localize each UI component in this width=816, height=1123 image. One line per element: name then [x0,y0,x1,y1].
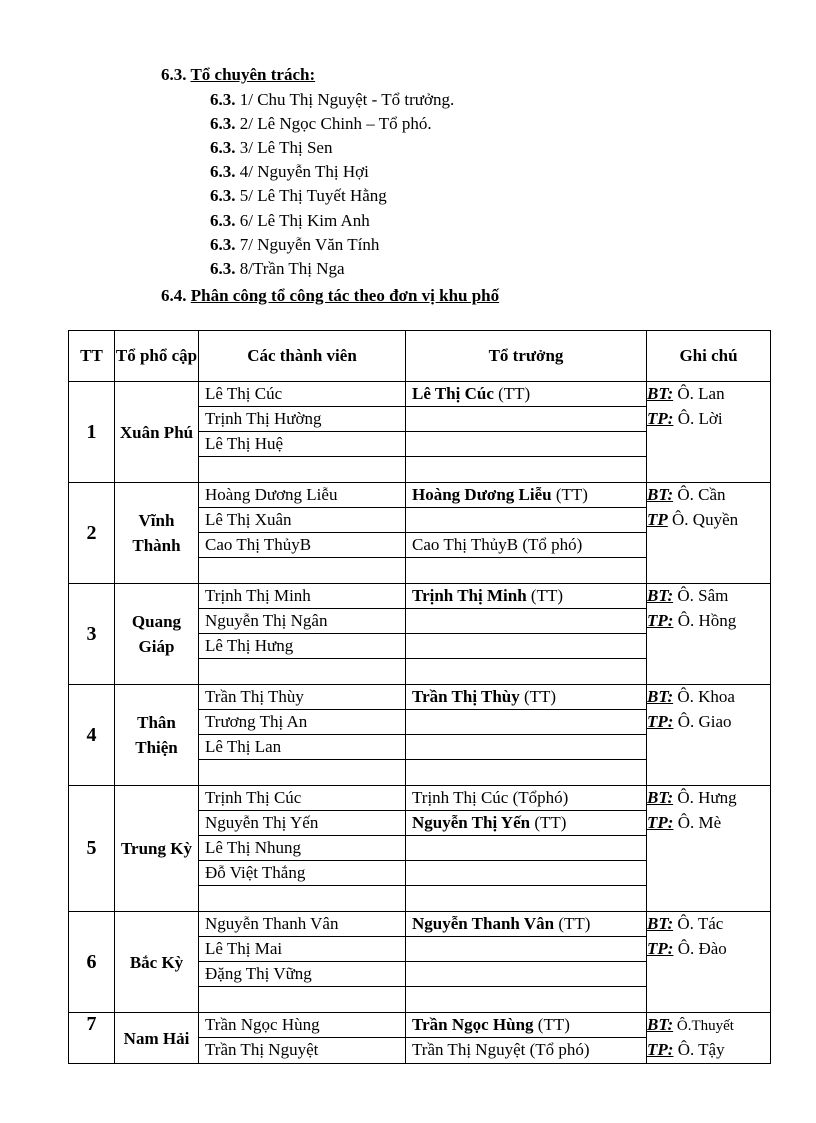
section-6-3-heading [161,64,315,86]
row-number: 6 [69,912,115,1013]
note-label: BT: [647,384,674,403]
unit-name: Thân Thiện [115,685,199,786]
members-cell [199,1013,406,1064]
leader-line [406,685,646,710]
note-value: Ô. Cần [673,485,726,504]
note-label: BT: [647,914,674,933]
row-number: 1 [69,382,115,483]
leader-role: (TT) [533,1015,570,1034]
leader-name: Nguyễn Thị Yến [412,813,531,832]
leader-name: Trịnh Thị Cúc (Tổphó) [412,788,569,807]
note-value: Ô. Lời [673,409,723,428]
leader-line [406,861,646,886]
note-value: Ô. Sâm [673,586,729,605]
item-text: 8/Trần Thị Nga [239,259,345,278]
note-label: BT: [647,1015,674,1034]
leader-role: (TT) [526,586,563,605]
note-line [647,912,770,937]
member-name: Đặng Thị Vững [199,962,405,987]
note-value: Ô. Mè [673,813,722,832]
unit-name: Xuân Phú [115,382,199,483]
leader-cell [406,912,647,1013]
header-notes: Ghi chú [647,331,771,382]
note-line [647,1013,770,1038]
note-label: BT: [647,485,674,504]
header-members: Các thành viên [199,331,406,382]
item-prefix: 6.3. [210,162,236,181]
member-name [199,659,405,684]
item-prefix: 6.3. [210,114,236,133]
row-number: 7 [69,1013,115,1064]
leader-name: Nguyễn Thanh Vân [412,914,555,933]
item-text: 6/ Lê Thị Kim Anh [239,211,370,230]
note-line [647,584,770,609]
row-number: 2 [69,483,115,584]
team-member-item [210,112,432,136]
note-value: Ô.Thuyết [673,1018,734,1034]
leader-line [406,886,646,911]
leader-name: Trần Thị Thùy [412,687,520,706]
notes-cell [647,786,771,912]
note-label: TP [647,510,668,529]
members-cell [199,912,406,1013]
table-row [69,584,771,685]
leader-cell [406,382,647,483]
note-label: BT: [647,586,674,605]
leader-cell [406,1013,647,1064]
leader-name: Trần Ngọc Hùng [412,1015,534,1034]
note-value: Ô. Lan [673,384,725,403]
section-title: Tổ chuyên trách: [190,65,316,84]
leader-name: Trần Thị Nguyệt (Tổ phó) [412,1040,590,1059]
notes-cell [647,1013,771,1064]
note-line [647,609,770,634]
note-line [647,508,770,533]
member-name: Trần Thị Thùy [199,685,405,710]
member-name: Trịnh Thị Cúc [199,786,405,811]
section-number: 6.4. [161,286,187,305]
unit-name: Quang Giáp [115,584,199,685]
team-member-item [210,184,387,208]
member-name [199,987,405,1012]
member-name: Nguyễn Thanh Vân [199,912,405,937]
assignment-table [68,330,771,1064]
leader-line [406,1013,646,1038]
member-name: Trần Ngọc Hùng [199,1013,405,1038]
note-label: TP: [647,712,674,731]
table-header-row [69,331,771,382]
leader-line [406,457,646,482]
header-leader: Tổ trưởng [406,331,647,382]
item-text: 2/ Lê Ngọc Chinh – Tổ phó. [239,114,432,133]
item-text: 7/ Nguyễn Văn Tính [239,235,380,254]
unit-name: Bắc Kỳ [115,912,199,1013]
note-line [647,811,770,836]
leader-line [406,987,646,1012]
members-cell [199,786,406,912]
section-number: 6.3. [161,65,187,84]
members-cell [199,584,406,685]
leader-line [406,609,646,634]
section-6-4-heading [161,285,499,307]
leader-line [406,760,646,785]
leader-line [406,710,646,735]
member-name: Lê Thị Xuân [199,508,405,533]
note-line [647,937,770,962]
header-tt: TT [69,331,115,382]
item-prefix: 6.3. [210,235,236,254]
note-label: TP: [647,1040,674,1059]
notes-cell [647,584,771,685]
member-name [199,457,405,482]
member-name: Đỗ Việt Thắng [199,861,405,886]
leader-line [406,786,646,811]
section-title: Phân công tổ công tác theo đơn vị khu phố [190,286,500,305]
item-prefix: 6.3. [210,138,236,157]
member-name [199,558,405,583]
unit-name: Vĩnh Thành [115,483,199,584]
team-member-item [210,88,454,112]
member-name: Cao Thị ThủyB [199,533,405,558]
member-name: Nguyễn Thị Yến [199,811,405,836]
leader-role: (Tổ phó) [518,535,583,554]
team-member-item [210,233,379,257]
leader-line [406,836,646,861]
member-name: Lê Thị Huệ [199,432,405,457]
leader-line [406,483,646,508]
leader-line [406,584,646,609]
item-prefix: 6.3. [210,211,236,230]
leader-line [406,912,646,937]
note-value: Ô. Khoa [673,687,735,706]
leader-cell [406,483,647,584]
leader-name: Trịnh Thị Minh [412,586,527,605]
table-row [69,786,771,912]
note-label: TP: [647,939,674,958]
members-cell [199,685,406,786]
member-name: Trần Thị Nguyệt [205,1040,319,1059]
note-line [647,1038,770,1063]
note-line [647,710,770,735]
unit-name: Nam Hải [115,1013,199,1064]
members-cell [199,483,406,584]
leader-cell [406,584,647,685]
leader-line [406,382,646,407]
note-line [647,685,770,710]
item-prefix: 6.3. [210,186,236,205]
leader-cell [406,685,647,786]
member-name: Nguyễn Thị Ngân [199,609,405,634]
row-number: 3 [69,584,115,685]
note-label: TP: [647,409,674,428]
note-value: Ô. Tác [673,914,724,933]
member-name: Trương Thị An [199,710,405,735]
leader-role: (TT) [530,813,567,832]
row-number: 5 [69,786,115,912]
leader-line [406,634,646,659]
team-member-item [210,160,369,184]
leader-role: (TT) [493,384,531,403]
team-member-item [210,209,370,233]
team-member-item [210,257,345,281]
note-label: TP: [647,611,674,630]
note-line [647,407,770,432]
leader-name: Hoàng Dương Liễu [412,485,552,504]
leader-role: (TT) [551,485,588,504]
notes-cell [647,483,771,584]
leader-line [406,407,646,432]
leader-line [406,432,646,457]
item-text: 4/ Nguyễn Thị Hợi [239,162,369,181]
item-text: 5/ Lê Thị Tuyết Hằng [239,186,387,205]
members-cell [199,382,406,483]
note-value: Ô. Giao [673,712,732,731]
member-name: Lê Thị Nhung [199,836,405,861]
table-row [69,382,771,483]
table-row [69,685,771,786]
leader-line [406,811,646,836]
leader-name: Cao Thị ThủyB [412,535,519,554]
note-line [647,382,770,407]
notes-cell [647,912,771,1013]
note-label: BT: [647,788,674,807]
leader-line [406,937,646,962]
unit-name: Trung Kỳ [115,786,199,912]
leader-role: (TT) [554,914,591,933]
item-prefix: 6.3. [210,259,236,278]
leader-name: Lê Thị Cúc [412,384,494,403]
note-value: Ô. Hồng [673,611,737,630]
header-unit: Tổ phổ cập [115,331,199,382]
note-line [647,786,770,811]
member-name: Lê Thị Hưng [199,634,405,659]
leader-line [406,735,646,760]
team-member-item [210,136,332,160]
leader-role: (TT) [519,687,557,706]
note-value: Ô. Quyền [667,510,739,529]
leader-line [406,1038,646,1063]
item-prefix: 6.3. [210,90,236,109]
leader-line [406,508,646,533]
note-label: BT: [647,687,674,706]
member-name: Lê Thị Lan [199,735,405,760]
leader-line [406,558,646,583]
note-value: Ô. Đào [673,939,727,958]
leader-cell [406,786,647,912]
member-name: Trịnh Thị Hường [199,407,405,432]
leader-line [406,533,646,558]
note-value: Ô. Tậy [673,1040,725,1059]
table-row [69,1013,771,1064]
member-name [199,760,405,785]
item-text: 1/ Chu Thị Nguyệt - Tổ trưởng. [239,90,455,109]
note-label: TP: [647,813,674,832]
member-name: Lê Thị Cúc [199,382,405,407]
member-name: Hoàng Dương Liễu [199,483,405,508]
notes-cell [647,382,771,483]
member-name: Lê Thị Mai [199,937,405,962]
leader-line [406,659,646,684]
table-row [69,912,771,1013]
item-text: 3/ Lê Thị Sen [239,138,333,157]
row-number: 4 [69,685,115,786]
table-row [69,483,771,584]
leader-line [406,962,646,987]
note-value: Ô. Hưng [673,788,737,807]
member-name: Trịnh Thị Minh [199,584,405,609]
notes-cell [647,685,771,786]
member-name [199,886,405,911]
note-line [647,483,770,508]
